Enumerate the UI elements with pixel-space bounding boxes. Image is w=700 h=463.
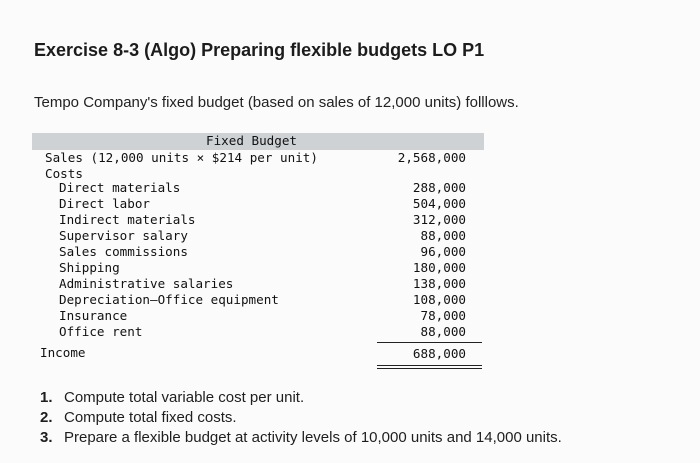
cost-label: Direct materials <box>59 180 181 195</box>
question-text: Compute total fixed costs. <box>64 409 237 426</box>
cost-label: Shipping <box>59 260 120 275</box>
cost-label: Indirect materials <box>59 212 196 227</box>
cost-value: 504,000 <box>412 196 466 211</box>
cost-label: Depreciation—Office equipment <box>59 292 279 307</box>
question-list <box>40 388 562 448</box>
question-number: 1. <box>40 389 53 406</box>
sales-label: Sales (12,000 units × $214 per unit) <box>45 150 318 165</box>
cost-value: 138,000 <box>412 276 466 291</box>
cost-value: 88,000 <box>420 324 466 339</box>
exercise-title: Exercise 8-3 (Algo) Preparing flexible budgets LO P1 <box>34 40 485 60</box>
cost-value: 312,000 <box>412 212 466 227</box>
double-rule-top <box>377 365 482 366</box>
question-number: 3. <box>40 429 53 446</box>
fixed-budget-table <box>32 133 484 373</box>
question-item <box>40 428 562 448</box>
income-value: 688,000 <box>412 346 466 361</box>
question-text: Compute total variable cost per unit. <box>64 389 305 406</box>
cost-value: 288,000 <box>412 180 466 195</box>
cost-label: Insurance <box>59 308 128 323</box>
cost-label: Office rent <box>59 324 143 339</box>
cost-value: 78,000 <box>420 308 466 323</box>
fixed-budget-header: Fixed Budget <box>206 133 297 148</box>
total-rule <box>377 342 482 343</box>
cost-value: 96,000 <box>420 244 466 259</box>
sales-value: 2,568,000 <box>397 150 466 165</box>
cost-label: Direct labor <box>59 196 150 211</box>
cost-label: Supervisor salary <box>59 228 188 243</box>
cost-value: 88,000 <box>420 228 466 243</box>
income-label: Income <box>40 345 86 360</box>
question-number: 2. <box>40 409 53 426</box>
exercise-intro: Tempo Company's fixed budget (based on sales of 12,000 units) folllows. <box>34 94 519 111</box>
question-item <box>40 388 562 408</box>
costs-label: Costs <box>45 166 83 181</box>
question-text: Prepare a flexible budget at activity levels of 10,000 units and 14,000 units. <box>64 429 562 446</box>
cost-value: 180,000 <box>412 260 466 275</box>
cost-value: 108,000 <box>412 292 466 307</box>
question-item <box>40 408 562 428</box>
cost-label: Sales commissions <box>59 244 188 259</box>
cost-label: Administrative salaries <box>59 276 234 291</box>
double-rule-bottom <box>377 368 482 369</box>
